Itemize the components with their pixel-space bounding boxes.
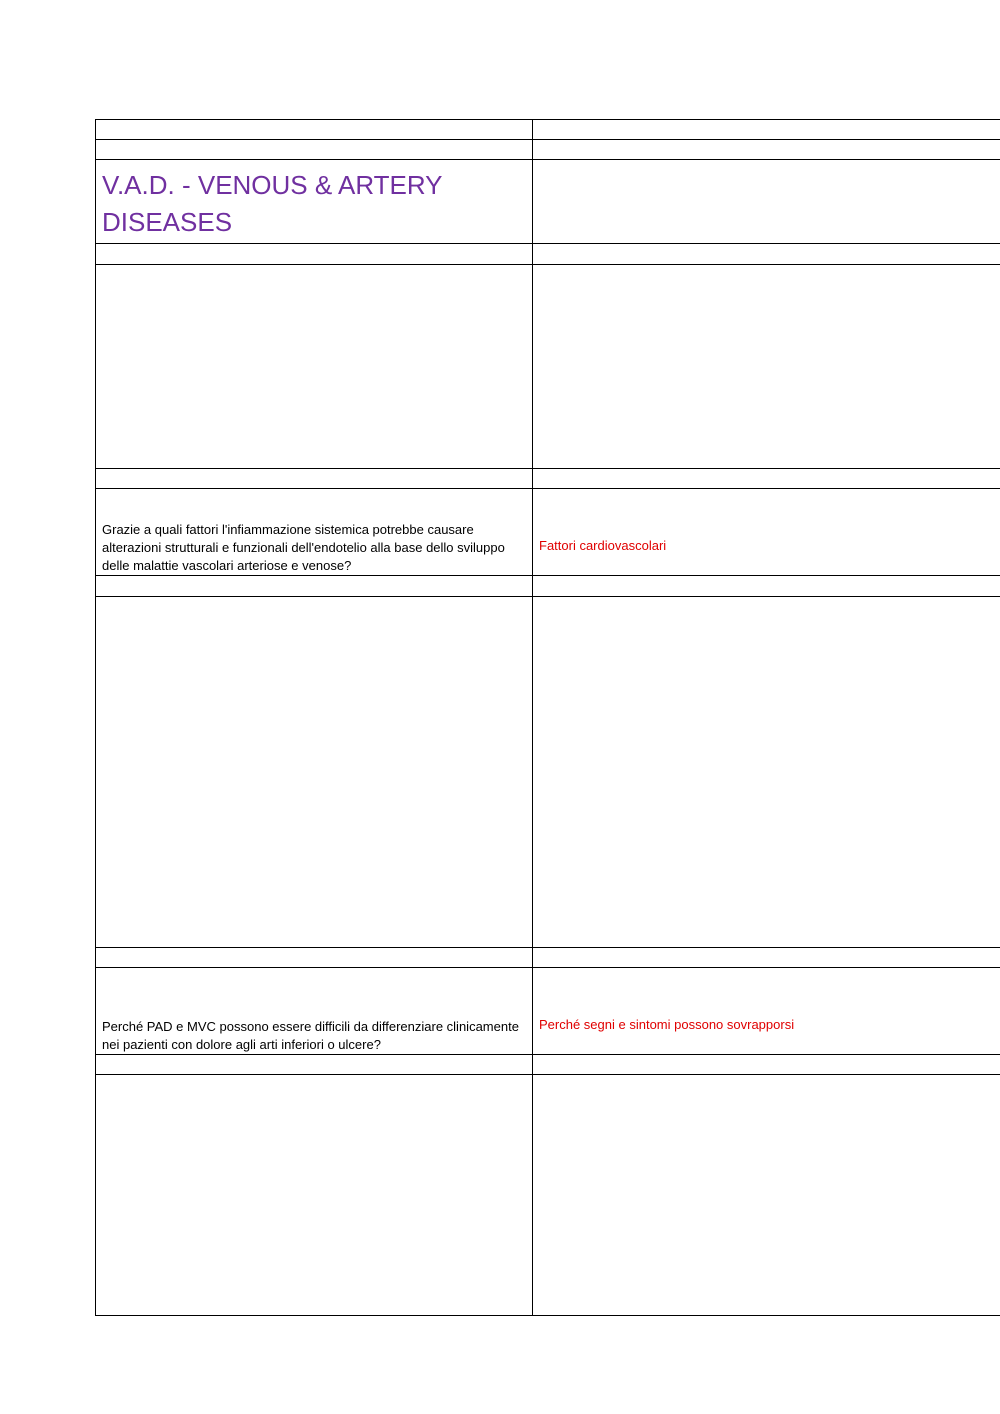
- answer-cell[interactable]: [533, 489, 1000, 576]
- blank-row: [96, 597, 1000, 948]
- question-cell[interactable]: [96, 968, 533, 1055]
- blank-row: [96, 265, 1000, 469]
- worksheet-table: [95, 119, 1000, 1316]
- cell[interactable]: [96, 140, 533, 160]
- title-row: [96, 160, 1000, 244]
- cell[interactable]: [96, 120, 533, 140]
- cell[interactable]: [533, 1055, 1000, 1075]
- title-cell[interactable]: [96, 160, 533, 244]
- blank-row: [96, 1075, 1000, 1316]
- spacer-row: [96, 140, 1000, 160]
- spacer-row: [96, 244, 1000, 265]
- cell[interactable]: [96, 469, 533, 489]
- question-row: [96, 968, 1000, 1055]
- answer-text: Fattori cardiovascolari: [539, 538, 667, 553]
- spacer-row: [96, 1055, 1000, 1075]
- answer-cell[interactable]: [533, 968, 1000, 1055]
- cell[interactable]: [96, 265, 533, 469]
- answer-text: Perché segni e sintomi possono sovrapporsi: [539, 1017, 795, 1032]
- cell[interactable]: [533, 160, 1000, 244]
- cell[interactable]: [533, 265, 1000, 469]
- spacer-row: [96, 120, 1000, 140]
- cell[interactable]: [533, 244, 1000, 265]
- spacer-row: [96, 469, 1000, 489]
- cell[interactable]: [96, 597, 533, 948]
- cell[interactable]: [96, 244, 533, 265]
- cell[interactable]: [533, 576, 1000, 597]
- cell[interactable]: [533, 1075, 1000, 1316]
- cell[interactable]: [533, 120, 1000, 140]
- cell[interactable]: [533, 597, 1000, 948]
- question-text: Perché PAD e MVC possono essere difficili da differenziare clinicamente nei pazienti con dolore agli arti inferiori o ulcere?: [102, 1019, 519, 1052]
- question-text: Grazie a quali fattori l'infiammazione sistemica potrebbe causare alterazioni strutturali e funzionali dell'endotelio alla base dello sviluppo delle malattie vascolari arteriose e venose?: [102, 522, 505, 573]
- spacer-row: [96, 948, 1000, 968]
- spacer-row: [96, 576, 1000, 597]
- cell[interactable]: [96, 948, 533, 968]
- cell[interactable]: [533, 948, 1000, 968]
- cell[interactable]: [96, 576, 533, 597]
- question-cell[interactable]: [96, 489, 533, 576]
- cell[interactable]: [96, 1055, 533, 1075]
- cell[interactable]: [533, 140, 1000, 160]
- question-row: [96, 489, 1000, 576]
- page-title: V.A.D. - VENOUS & ARTERY DISEASES: [102, 170, 443, 237]
- cell[interactable]: [533, 469, 1000, 489]
- cell[interactable]: [96, 1075, 533, 1316]
